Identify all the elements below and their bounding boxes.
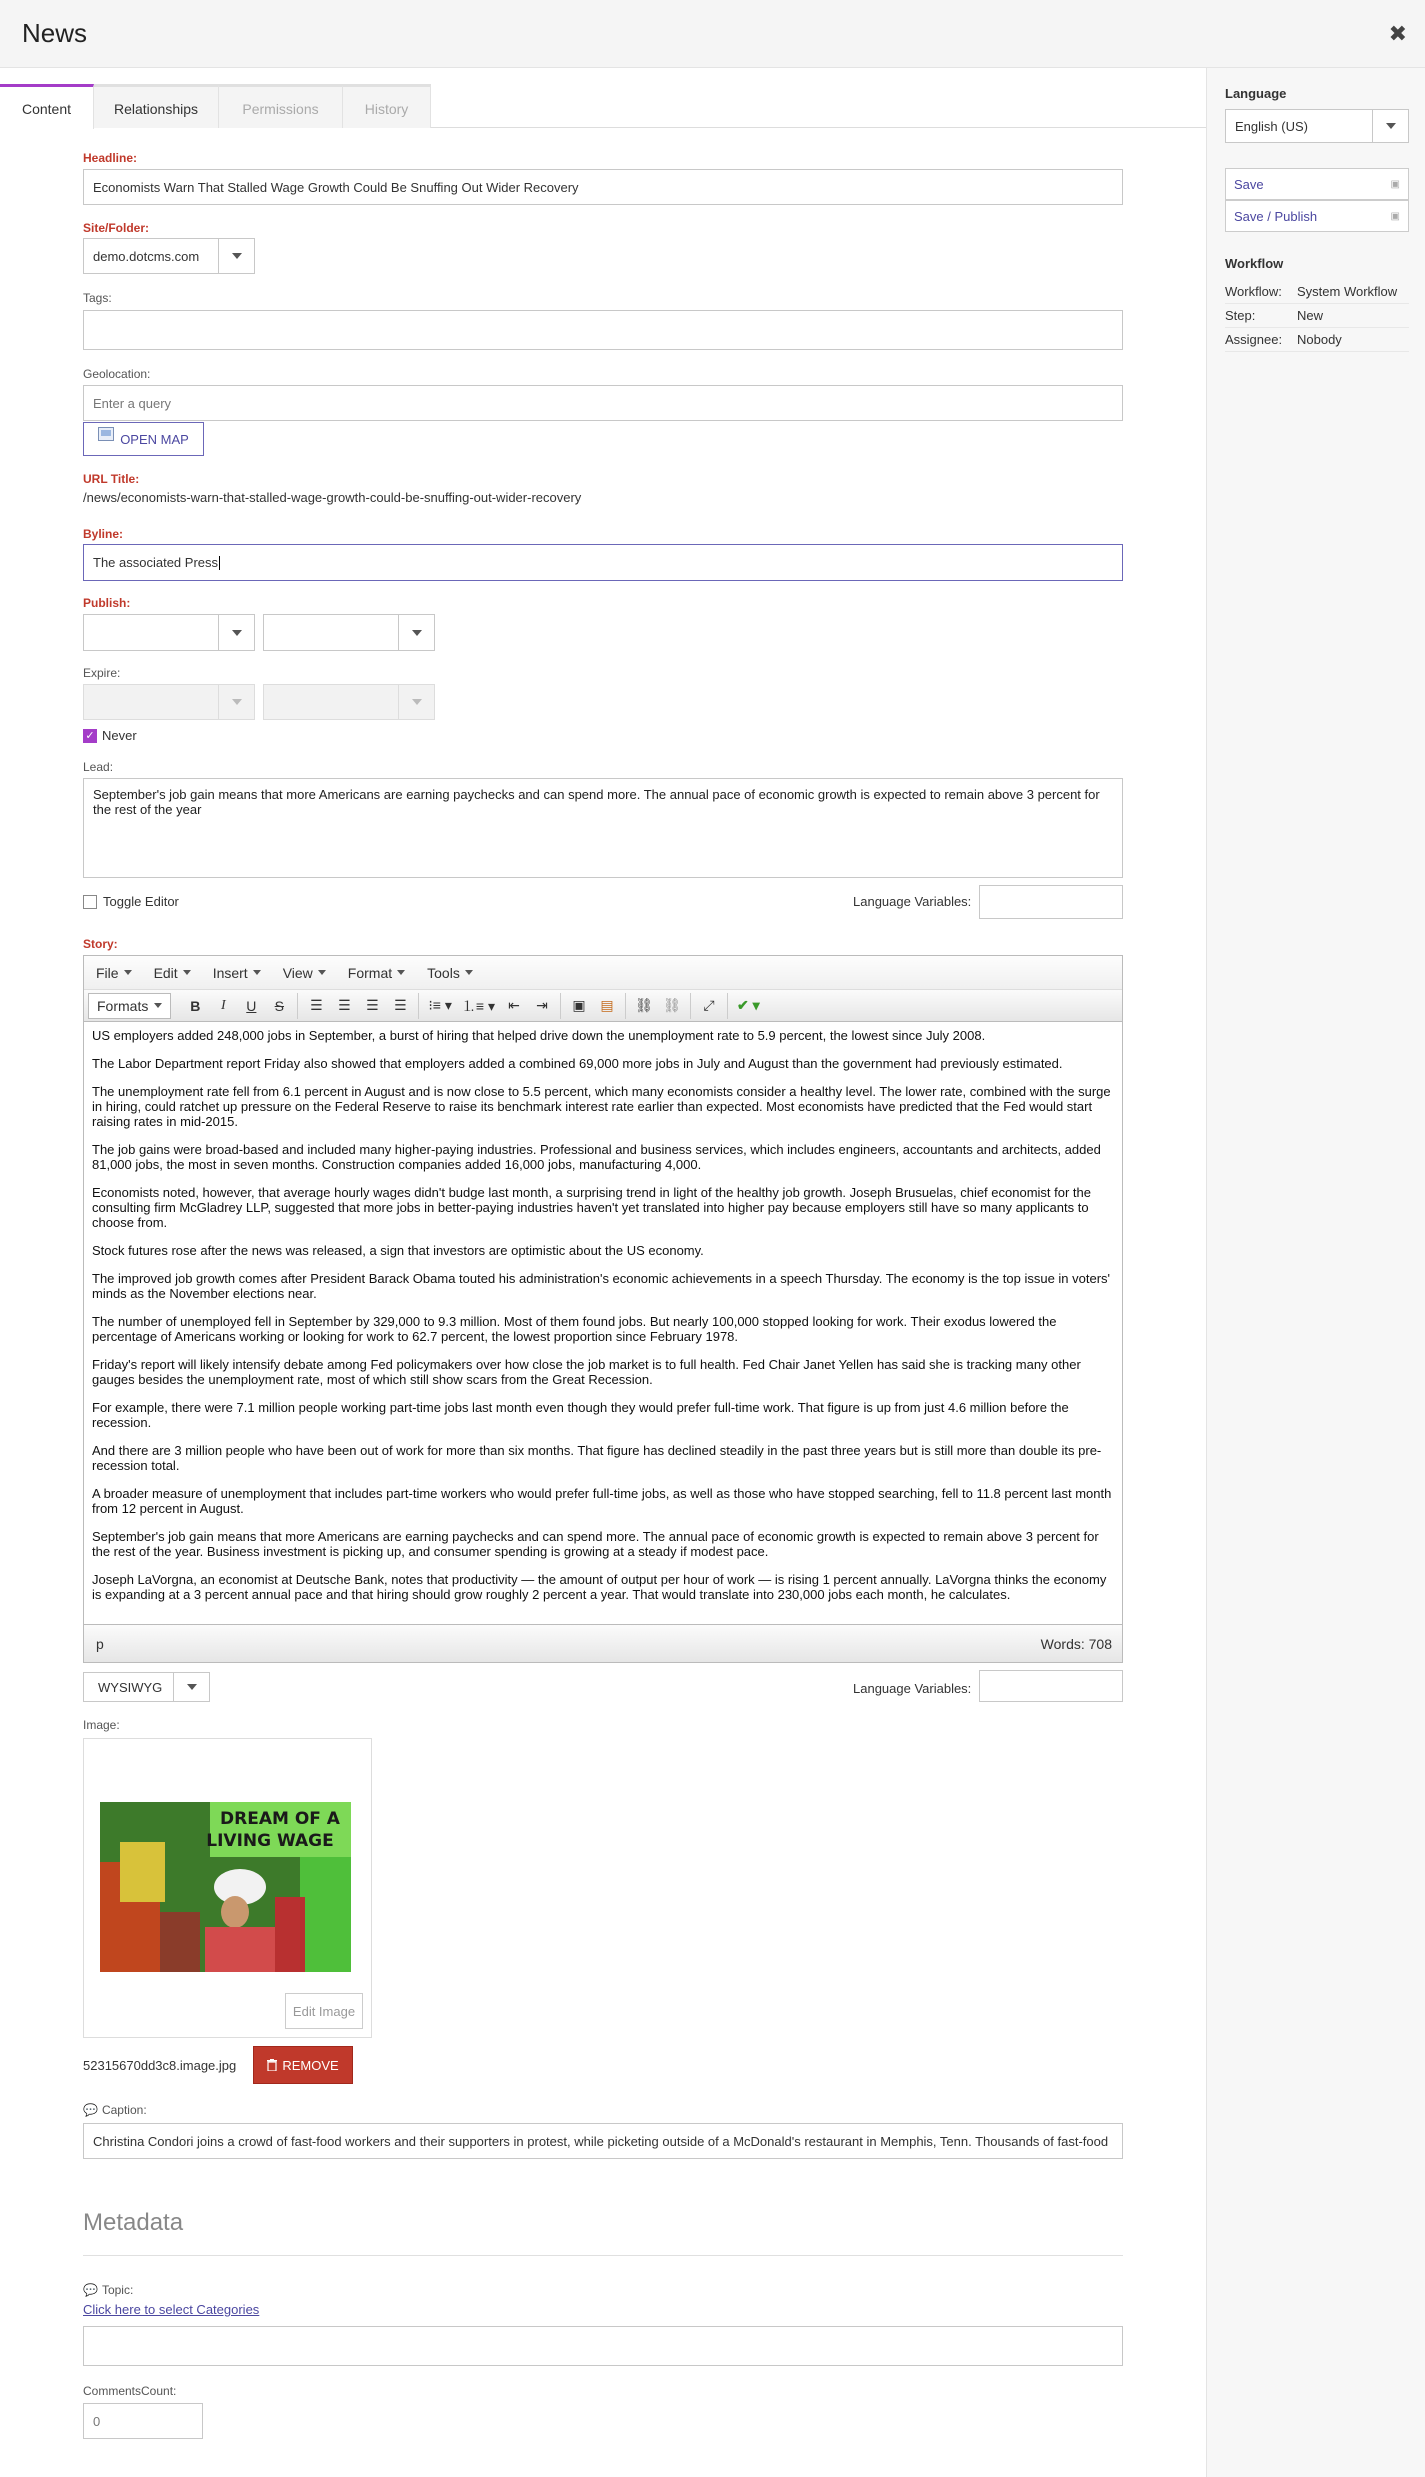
chevron-down-icon (173, 1673, 209, 1701)
story-paragraph: The improved job growth comes after President Barack Obama touted his administration's economic achievements in a speech Thursday. The economy is the top issue in voters' minds as the November elections near. (92, 1271, 1111, 1301)
chevron-down-icon (398, 615, 434, 650)
language-title: Language (1225, 86, 1287, 101)
comments-count-label: CommentsCount: (83, 2384, 177, 2398)
comments-count-input[interactable] (83, 2403, 203, 2439)
story-paragraph: The Labor Department report Friday also showed that employers added a combined 69,000 more jobs in July and August than the government had previously estimated. (92, 1056, 1063, 1071)
open-map-button[interactable] (83, 422, 204, 456)
close-icon[interactable]: ✖ (1388, 21, 1407, 46)
toggle-editor-option (83, 894, 179, 909)
toggle-editor-label: Toggle Editor (103, 894, 179, 909)
tags-label: Tags: (83, 291, 112, 305)
story-editor (83, 955, 1123, 1663)
publish-time-select[interactable] (263, 614, 435, 651)
language-value: English (US) (1235, 118, 1308, 134)
underline-icon[interactable]: U (246, 997, 257, 1014)
step-value: New (1297, 308, 1324, 323)
chevron-down-icon (398, 685, 434, 719)
expire-label: Expire: (83, 666, 121, 680)
save-label: Save (1234, 176, 1264, 192)
language-variables-label: Language Variables: (853, 894, 972, 909)
publish-label: Publish: (83, 596, 131, 610)
url-title-label: URL Title: (83, 472, 140, 486)
editor-toolbar (84, 990, 1122, 1022)
unlink-icon[interactable]: ⛓ (663, 997, 681, 1013)
comment-icon: 💬 (83, 2103, 98, 2117)
byline-value: The associated Press (93, 555, 219, 570)
expire-date-select[interactable] (83, 684, 255, 720)
dialog-title: News (22, 18, 88, 48)
workflow-key: Workflow: (1225, 284, 1282, 299)
never-checkbox[interactable]: ✓ (83, 729, 97, 743)
word-count: Words: 708 (1040, 1635, 1112, 1652)
story-paragraph: Joseph LaVorgna, an economist at Deutsche Bank, notes that productivity — the amount of output per hour of work — is rising 1 percent annually. LaVorgna thinks the economy is expanding at a 3 percent annual pace and that hiring should grow roughly 2 percent a year. That would translate into 230,000 jobs each month, he calculates. (92, 1572, 1107, 1602)
site-folder-label: Site/Folder: (83, 221, 150, 235)
topic-label-row (83, 2283, 133, 2297)
image-filename: 52315670dd3c8.image.jpg (83, 2058, 237, 2073)
open-map-label: OPEN MAP (120, 431, 189, 447)
image-preview-box (83, 1738, 372, 2038)
fullscreen-icon[interactable]: ⤢ (703, 997, 715, 1013)
menu-file[interactable]: File (96, 965, 132, 981)
toggle-editor-checkbox[interactable] (83, 895, 97, 909)
assignee-row (1225, 328, 1409, 352)
site-folder-select[interactable] (83, 238, 255, 274)
menu-view[interactable]: View (283, 965, 326, 981)
align-center-icon[interactable]: ☰ (338, 997, 351, 1013)
insert-media-icon[interactable]: ▤ (600, 997, 614, 1013)
bullet-list-icon[interactable]: ⁝≡ ▾ (428, 997, 452, 1013)
tab-permissions[interactable]: Permissions (219, 84, 343, 128)
workflow-value: System Workflow (1297, 284, 1398, 299)
story-paragraph: For example, there were 7.1 million people working part-time jobs last month even though they would prefer full-time work. That figure is up from just 4.6 million before the recession. (92, 1400, 1069, 1430)
expire-time-select[interactable] (263, 684, 435, 720)
save-publish-button[interactable] (1225, 200, 1409, 232)
tab-relationships[interactable]: Relationships (94, 84, 219, 128)
select-categories-link[interactable]: Click here to select Categories (83, 2302, 260, 2317)
headline-value: Economists Warn That Stalled Wage Growth Could Be Snuffing Out Wider Recovery (93, 179, 579, 195)
story-paragraph: A broader measure of unemployment that includes part-time workers who would prefer full-time jobs, as well as those who have stopped searching, fell to 11.8 percent last month from 12 percent in August. (92, 1486, 1112, 1516)
story-paragraph: Stock futures rose after the news was released, a sign that investors are optimistic about the US economy. (92, 1243, 704, 1258)
bold-icon[interactable]: B (190, 997, 201, 1014)
formats-dropdown[interactable]: Formats (88, 993, 171, 1019)
story-paragraph: The unemployment rate fell from 6.1 percent in August and is now close to 5.5 percent, which many economists consider a healthy level. The lower rate, combined with the surge in hiring, could ratchet up pressure on the Federal Reserve to raise its benchmark interest rate earlier than expected. Most economists have predicted that the Fed would start raising rates in mid-2015. (92, 1084, 1111, 1129)
comments-count-value: 0 (93, 2413, 101, 2429)
outdent-icon[interactable]: ⇤ (508, 997, 520, 1013)
tags-input[interactable] (83, 310, 1123, 350)
align-right-icon[interactable]: ☰ (366, 997, 379, 1013)
chevron-down-icon (1372, 110, 1408, 142)
remove-label: REMOVE (282, 2057, 339, 2073)
lead-value: September's job gain means that more Americans are earning paychecks and can spend more. The annual pace of economic growth is expected to remain above 3 percent for the rest of the year (93, 787, 1100, 817)
remove-image-button[interactable] (253, 2046, 353, 2084)
insert-image-icon[interactable]: ▣ (572, 997, 586, 1013)
spellcheck-icon[interactable]: ✔ ▾ (736, 997, 760, 1013)
align-left-icon[interactable]: ☰ (310, 997, 323, 1013)
map-icon (98, 427, 114, 441)
story-paragraph: Friday's report will likely intensify debate among Fed policymakers over how close the job market is to full health. Fed Chair Janet Yellen has said she is tracking many other gauges besides the unemployment rate, most of which still show scars from the Great Recession. (92, 1357, 1081, 1387)
chevron-down-icon (218, 685, 254, 719)
publish-date-select[interactable] (83, 614, 255, 651)
tab-history[interactable]: History (343, 84, 431, 128)
italic-icon[interactable]: I (221, 997, 226, 1013)
tab-content[interactable]: Content (0, 84, 94, 129)
language-variables-input-2[interactable] (979, 1670, 1123, 1702)
site-folder-value: demo.dotcms.com (93, 248, 200, 264)
strikethrough-icon[interactable]: S (274, 997, 285, 1014)
story-paragraph: September's job gain means that more Americans are earning paychecks and can spend more. The annual pace of economic growth is expected to remain above 3 percent for the rest of the year. Business investment is picking up, and consumer spending is growing at a steady if modest pace. (92, 1529, 1099, 1559)
step-key: Step: (1225, 308, 1256, 323)
metadata-heading: Metadata (83, 2209, 184, 2236)
menu-edit[interactable]: Edit (154, 965, 191, 981)
story-paragraph: US employers added 248,000 jobs in September, a burst of hiring that helped drive down the unemployment rate to 5.9 percent, the lowest since July 2008. (92, 1028, 986, 1043)
editor-mode-select[interactable] (83, 1672, 210, 1702)
lead-label: Lead: (83, 760, 114, 774)
story-paragraph: The job gains were broad-based and included many higher-paying industries. Professional and business services, which includes engineers, accountants and architects, added 81,000 jobs, the most in seven months. Construction companies added 16,000 jobs, manufacturing 4,000. (92, 1142, 1101, 1172)
align-justify-icon[interactable]: ☰ (394, 997, 407, 1013)
story-paragraph: Economists noted, however, that average hourly wages didn't budge last month, a surprising trend in light of the healthy job growth. Joseph Brusuelas, chief economist for the consulting firm McGladrey LLP, suggested that more jobs in better-paying industries haven't yet translated into higher pay because employers still have so many applicants to choose from. (92, 1185, 1092, 1230)
image-label: Image: (83, 1718, 120, 1732)
story-paragraph: The number of unemployed fell in September by 329,000 to 9.3 million. Most of them found jobs. But nearly 100,000 stopped looking for work. Their exodus lowered the percentage of Americans working or looking for work to 62.7 percent, the lowest proportion since February 1978. (92, 1314, 1057, 1344)
element-path[interactable]: p (96, 1635, 104, 1652)
language-variables-input[interactable] (979, 885, 1123, 919)
caption-value: Christina Condori joins a crowd of fast-food workers and their supporters in protest, while picketing outside of a McDonald's restaurant in Memphis, Tenn. Thousands of fast-food (93, 2133, 1109, 2149)
caption-input[interactable] (83, 2123, 1123, 2159)
headline-input[interactable] (83, 169, 1123, 205)
editor-mode-value: WYSIWYG (98, 1679, 163, 1695)
edit-image-button[interactable]: Edit Image (285, 1993, 363, 2029)
numbered-list-icon[interactable]: ⒈≡ ▾ (461, 997, 495, 1014)
svg-text:DREAM OF A: DREAM OF A (220, 1809, 340, 1829)
comment-icon: 💬 (83, 2283, 98, 2297)
save-publish-label: Save / Publish (1234, 208, 1318, 224)
topic-label: Topic: (101, 2283, 134, 2297)
chevron-down-icon (218, 615, 254, 650)
byline-input[interactable] (83, 544, 1123, 581)
language-select[interactable] (1225, 109, 1409, 143)
never-option (83, 728, 137, 743)
assignee-value: Nobody (1297, 332, 1342, 347)
caption-label-row (83, 2103, 147, 2117)
editor-statusbar (84, 1624, 1122, 1662)
caption-label: Caption: (101, 2103, 147, 2117)
url-title-value: /news/economists-warn-that-stalled-wage-growth-could-be-snuffing-out-wider-recovery (83, 490, 582, 505)
workflow-title: Workflow (1225, 256, 1284, 271)
trash-icon (267, 2059, 277, 2071)
story-content[interactable] (84, 1022, 1122, 1622)
story-paragraph: And there are 3 million people who have been out of work for more than six months. That figure has declined steadily in the past three years but is still more than double its pre-recession total. (92, 1443, 1102, 1473)
editor-menubar (84, 956, 1122, 990)
byline-label: Byline: (83, 527, 124, 541)
link-icon[interactable]: ⛓ (635, 997, 653, 1013)
chevron-down-icon (218, 239, 254, 273)
assignee-key: Assignee: (1225, 332, 1283, 347)
sidebar (1206, 68, 1425, 2477)
workflow-row (1225, 280, 1409, 304)
menu-insert[interactable]: Insert (213, 965, 261, 981)
svg-text:LIVING WAGE: LIVING WAGE (206, 1831, 334, 1851)
menu-tools[interactable]: Tools (427, 965, 473, 981)
indent-icon[interactable]: ⇥ (536, 997, 548, 1013)
story-label: Story: (83, 937, 118, 951)
menu-format[interactable]: Format (348, 965, 405, 981)
geolocation-input[interactable] (83, 385, 1123, 421)
news-photo (100, 1802, 351, 1972)
geolocation-label: Geolocation: (83, 367, 151, 381)
lead-textarea[interactable] (83, 778, 1123, 878)
geolocation-placeholder: Enter a query (93, 395, 172, 411)
metadata-divider (83, 2255, 1123, 2256)
step-row (1225, 304, 1409, 328)
tab-bar (0, 84, 1206, 128)
floppy-icon: ▣ (1390, 178, 1400, 190)
save-button[interactable] (1225, 168, 1409, 200)
topic-input[interactable] (83, 2326, 1123, 2366)
dialog-header (0, 0, 1425, 68)
language-variables-label-2: Language Variables: (853, 1681, 972, 1696)
headline-label: Headline: (83, 151, 138, 165)
floppy-icon: ▣ (1390, 210, 1400, 222)
never-label: Never (102, 728, 137, 743)
